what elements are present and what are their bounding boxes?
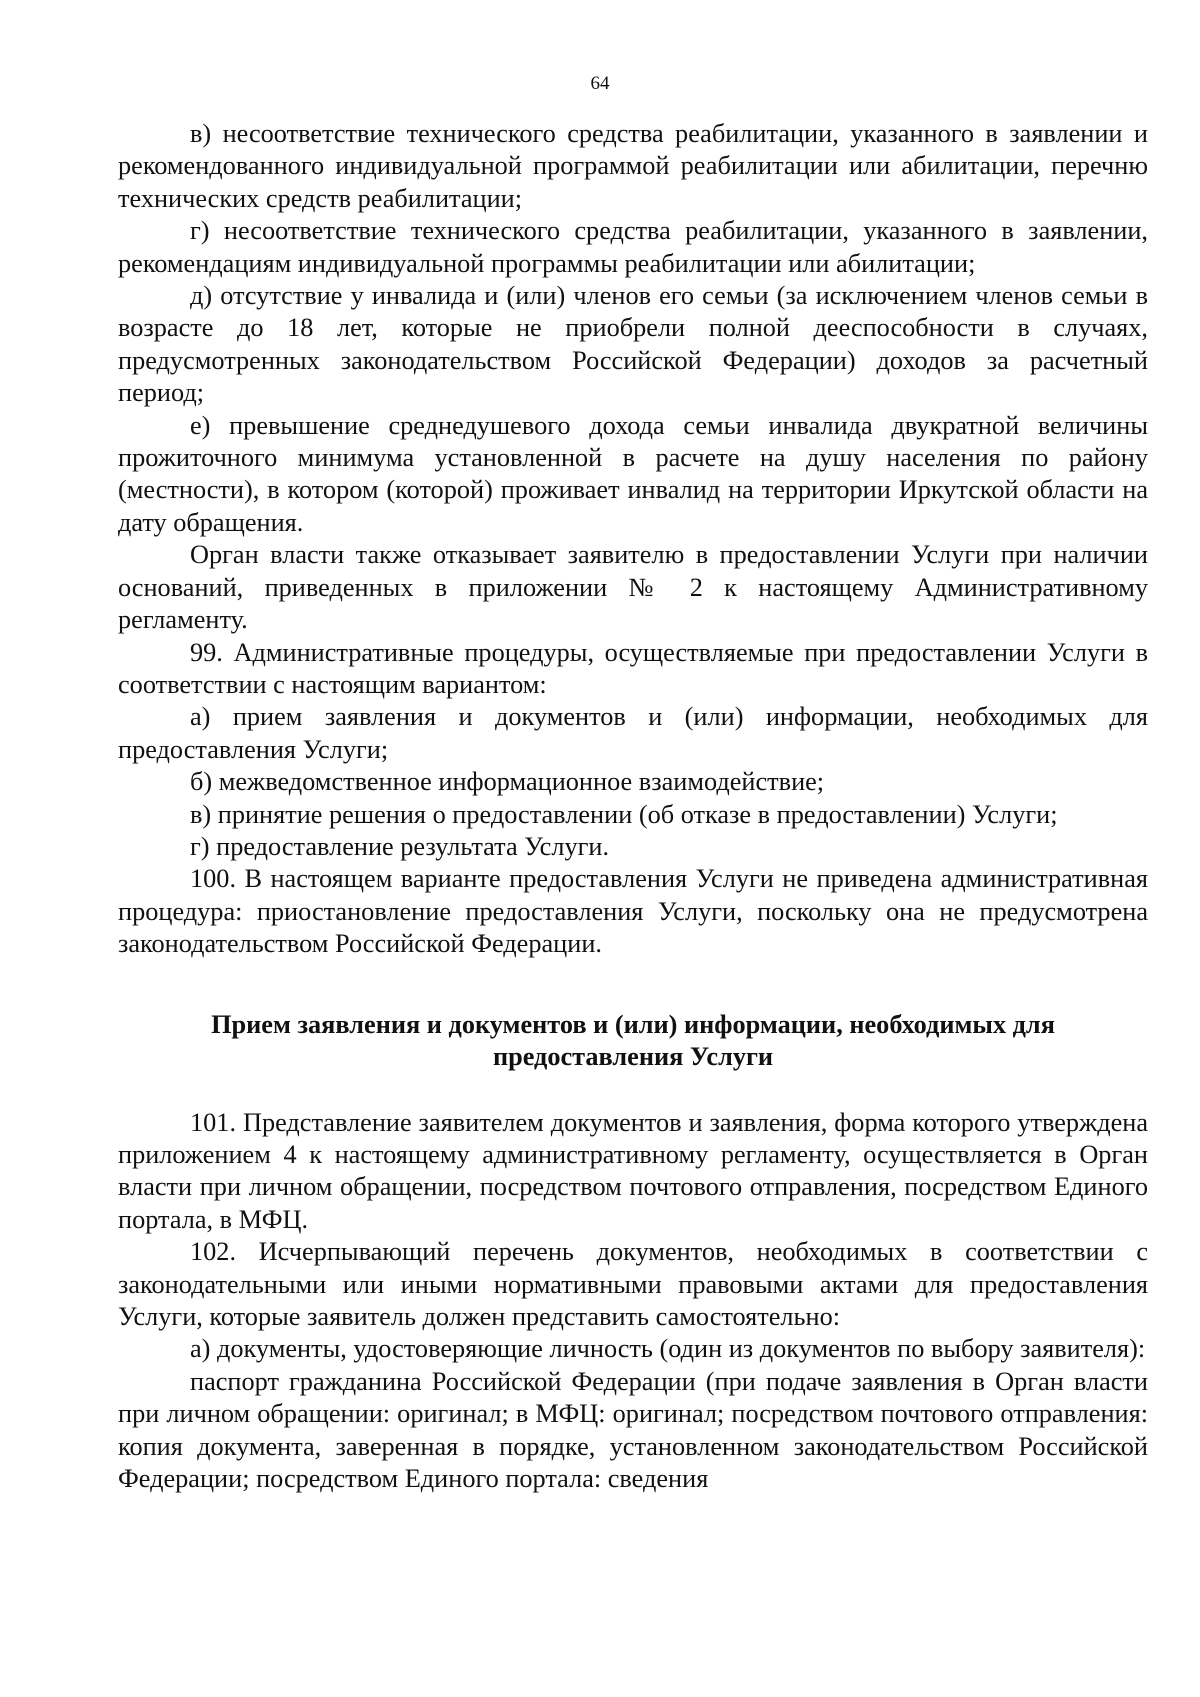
paragraph-100: 100. В настоящем варианте предоставления Услуги не приведена административная процедура: приостановление предоставления Услуги, поскольку она не предусмотрена законодательством Российской Федерации. (118, 864, 1148, 959)
paragraph-99-v: в) принятие решения о предоставлении (об отказе в предоставлении) Услуги; (190, 799, 1058, 829)
paragraph-item-v: в) несоответствие технического средства реабилитации, указанного в заявлении и рекомендованного индивидуальной программой реабилитации или абилитации, перечню технических средств реабилитации; (118, 119, 1148, 213)
section-heading (118, 1009, 1148, 1073)
paragraph-99: 99. Административные процедуры, осуществляемые при предоставлении Услуги в соответствии с настоящим вариантом: (118, 637, 1148, 699)
paragraph-passport: паспорт гражданина Российской Федерации (при подаче заявления в Орган власти при личном обращении: оригинал; в МФЦ: оригинал; посредством почтового отправления: копия документа, заверенная в порядке, установленном законодательством Российской Федерации; посредством Единого портала: сведения (118, 1366, 1148, 1494)
paragraph-item-g: г) несоответствие технического средства реабилитации, указанного в заявлении, рекомендациям индивидуальной программы реабилитации или абилитации; (118, 216, 1148, 278)
paragraph-item-d: д) отсутствие у инвалида и (или) членов его семьи (за исключением членов семьи в возрасте до 18 лет, которые не приобрели полной дееспособности в случаях, предусмотренных законодательством Российской Федерации) доходов за расчетный период; (118, 281, 1148, 408)
section-heading-line-1: Прием заявления и документов и (или) информации, необходимых для (211, 1009, 1055, 1039)
paragraph-101: 101. Представление заявителем документов и заявления, форма которого утверждена приложением 4 к настоящему административному регламенту, осуществляется в Орган власти при личном обращении, посредством почтового отправления, посредством Единого портала, в МФЦ. (118, 1107, 1148, 1234)
paragraph-102: 102. Исчерпывающий перечень документов, необходимых в соответствии с законодательными или иными нормативными правовыми актами для предоставления Услуги, которые заявитель должен представить самостоятельно: (118, 1237, 1148, 1331)
paragraph-102-a: а) документы, удостоверяющие личность (один из документов по выбору заявителя): (190, 1334, 1146, 1364)
paragraph-99-b: б) межведомственное информационное взаимодействие; (190, 767, 825, 797)
page-number: 64 (590, 73, 610, 94)
paragraph-item-e: е) превышение среднедушевого дохода семьи инвалида двукратной величины прожиточного минимума установленной в расчете на душу населения по району (местности), в котором (которой) проживает инвалид на территории Иркутской области на дату обращения. (118, 410, 1148, 537)
paragraph-refusal-grounds: Орган власти также отказывает заявителю в предоставлении Услуги при наличии оснований, приведенных в приложении № 2 к настоящему Административному регламенту. (118, 540, 1148, 635)
paragraph-99-g: г) предоставление результата Услуги. (190, 831, 610, 861)
document-body (118, 118, 1148, 1495)
paragraph-99-a: а) прием заявления и документов и (или) информации, необходимых для предоставления Услуги; (118, 702, 1148, 764)
section-heading-line-2: предоставления Услуги (492, 1041, 774, 1071)
